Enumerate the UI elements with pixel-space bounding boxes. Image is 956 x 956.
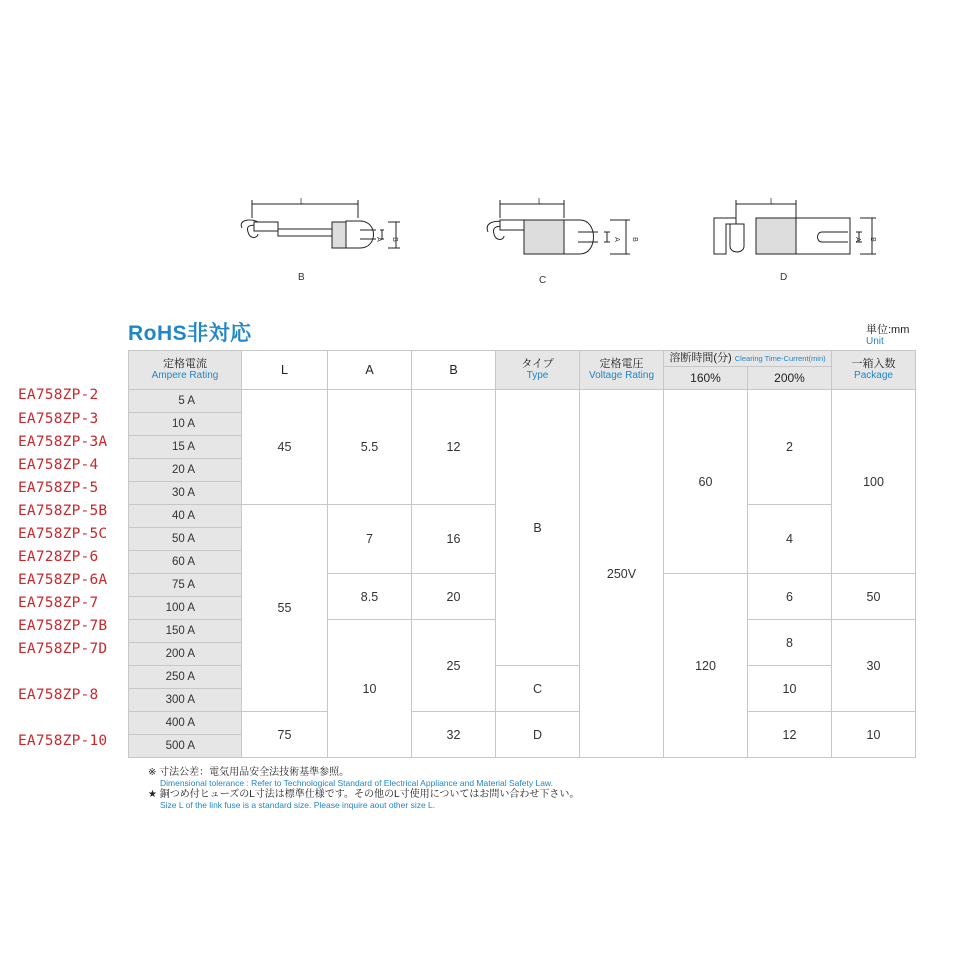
unit-label	[866, 325, 909, 347]
package-cell: 10	[832, 712, 916, 758]
fuse-diagram-b	[228, 192, 418, 272]
c160-cell: 120	[664, 574, 748, 758]
header-type-jp: タイプ	[521, 358, 554, 370]
header-voltage-en: Voltage Rating	[588, 370, 655, 381]
diagram-d-dim-b: B	[868, 237, 876, 242]
header-type-en: Type	[526, 370, 549, 381]
diagram-c-dim-l: L	[538, 197, 543, 206]
rating-cell: 40 A	[129, 505, 242, 528]
rating-cell: 300 A	[129, 689, 242, 712]
a-cell: 10	[328, 620, 412, 758]
header-a: A	[328, 351, 412, 390]
model-number: EA758ZP-10	[18, 733, 108, 749]
diagram-b-dim-b: B	[390, 237, 398, 242]
rating-cell: 200 A	[129, 643, 242, 666]
diagram-c-dim-a: A	[612, 237, 620, 242]
rating-cell: 50 A	[129, 528, 242, 551]
package-cell: 50	[832, 574, 916, 620]
rating-cell: 10 A	[129, 413, 242, 436]
rating-cell: 400 A	[129, 712, 242, 735]
rating-cell: 30 A	[129, 482, 242, 505]
rating-cell: 100 A	[129, 597, 242, 620]
b-cell: 20	[412, 574, 496, 620]
header-package-jp: 一箱入数	[851, 358, 896, 370]
model-number: EA758ZP-5B	[18, 503, 108, 519]
model-number: EA758ZP-3A	[18, 434, 108, 450]
header-clearing	[664, 351, 832, 367]
rating-cell: 75 A	[129, 574, 242, 597]
header-voltage-jp: 定格電圧	[599, 358, 644, 370]
header-160: 160%	[664, 367, 748, 390]
c200-cell: 8	[748, 620, 832, 666]
type-cell: C	[496, 666, 580, 712]
fuse-diagram-d	[700, 192, 890, 272]
fuse-diagram-c	[470, 192, 650, 272]
diagram-c-dim-b: B	[630, 237, 638, 242]
note-2-jp: ★ 銅つめ付ヒューズのL寸法は標準仕様です。その他のL寸使用についてはお問い合わせ下さい。	[148, 789, 580, 800]
package-cell: 30	[832, 620, 916, 712]
a-cell: 5.5	[328, 390, 412, 505]
rating-cell: 15 A	[129, 436, 242, 459]
rating-cell: 5 A	[129, 390, 242, 413]
type-cell: D	[496, 712, 580, 758]
c200-cell: 6	[748, 574, 832, 620]
model-number: EA758ZP-7	[18, 595, 99, 611]
notes	[148, 767, 579, 811]
b-cell: 32	[412, 712, 496, 758]
l-cell: 45	[242, 390, 328, 505]
rating-cell: 60 A	[129, 551, 242, 574]
rating-cell: 20 A	[129, 459, 242, 482]
model-number: EA758ZP-4	[18, 457, 99, 473]
header-rating	[129, 351, 242, 390]
header-l: L	[242, 351, 328, 390]
b-cell: 25	[412, 620, 496, 712]
header-clearing-jp: 溶断時間(分)	[669, 352, 732, 365]
unit-en: Unit	[866, 336, 884, 347]
b-cell: 16	[412, 505, 496, 574]
package-cell: 100	[832, 390, 916, 574]
note-2-en: Size L of the link fuse is a standard size. Please inquire aout other size L.	[160, 800, 436, 810]
header-clearing-en: Clearing Time-Current(min)	[734, 354, 826, 364]
header-b: B	[412, 351, 496, 390]
diagram-c-label: C	[539, 275, 547, 286]
unit-jp: 単位:mm	[866, 324, 910, 336]
c200-cell: 2	[748, 390, 832, 505]
rating-cell: 500 A	[129, 735, 242, 758]
model-number: EA758ZP-3	[18, 411, 99, 427]
header-package-en: Package	[854, 370, 893, 381]
model-number: EA758ZP-2	[18, 387, 99, 403]
l-cell: 55	[242, 505, 328, 712]
model-number: EA758ZP-7D	[18, 641, 108, 657]
diagram-b-dim-a: A	[374, 237, 382, 242]
header-package	[832, 351, 916, 390]
b-cell: 12	[412, 390, 496, 505]
diagram-b-dim-l: L	[300, 197, 305, 206]
header-voltage	[580, 351, 664, 390]
model-number: EA758ZP-7B	[18, 618, 108, 634]
model-number: EA758ZP-6A	[18, 572, 108, 588]
c200-cell: 10	[748, 666, 832, 712]
diagram-d-label: D	[780, 272, 788, 283]
c200-cell: 4	[748, 505, 832, 574]
note-1-jp: ※ 寸法公差：電気用品安全法技術基準参照。	[148, 767, 350, 778]
a-cell: 8.5	[328, 574, 412, 620]
rating-cell: 150 A	[129, 620, 242, 643]
rohs-title: RoHS非対応	[128, 322, 252, 345]
header-rating-jp: 定格電流	[163, 358, 207, 370]
fuse-spec-table	[128, 350, 916, 758]
model-number: EA758ZP-8	[18, 687, 99, 703]
model-number: EA758ZP-5C	[18, 526, 108, 542]
type-cell: B	[496, 390, 580, 666]
diagram-b-label: B	[298, 272, 305, 283]
c200-cell: 12	[748, 712, 832, 758]
rating-cell: 250 A	[129, 666, 242, 689]
a-cell: 7	[328, 505, 412, 574]
model-number: EA728ZP-6	[18, 549, 99, 565]
note-1-en: Dimensional tolerance : Refer to Technological Standard of Electrical Appliance and Material Safety Law.	[160, 778, 553, 788]
header-type	[496, 351, 580, 390]
l-cell: 75	[242, 712, 328, 758]
diagram-d-dim-a: A	[853, 237, 861, 242]
model-number: EA758ZP-5	[18, 480, 99, 496]
header-200: 200%	[748, 367, 832, 390]
c160-cell: 60	[664, 390, 748, 574]
diagram-d-dim-l: L	[770, 197, 775, 206]
voltage-cell: 250V	[580, 390, 664, 758]
header-rating-en: Ampere Rating	[151, 370, 219, 381]
